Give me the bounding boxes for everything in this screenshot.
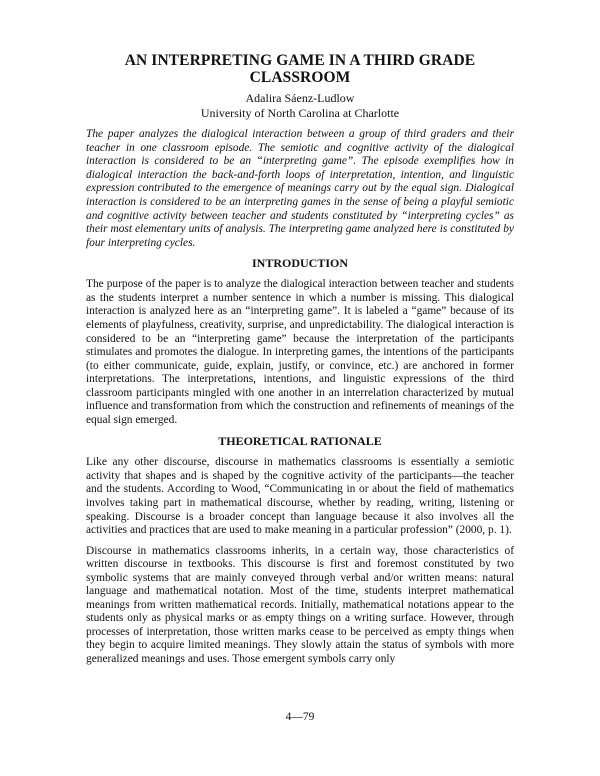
section-heading-introduction: INTRODUCTION [251,256,348,271]
section-heading-theoretical-rationale: THEORETICAL RATIONALE [218,434,382,449]
author-name: Adalira Sáenz-Ludlow [245,91,355,105]
page-number: 4—79 [285,711,315,723]
paragraph: Like any other discourse, discourse in mathematics classrooms is essentially a semiotic activity that shapes and is shaped by the cognitive activity of the participants—the teacher and the students. According to Wood, “Communicating in or about the field of mathematics involves taking part in mathematical discourse, whether by reading, writing, listening or speaking. Discourse is a broader concept than language because it also involves all the activities and practices that are used to make meaning in a particular profession” (2000, p. 1). [86,456,514,537]
paper-title: AN INTERPRETING GAME IN A THIRD GRADE CLASSROOM [124,52,476,86]
paragraph: The purpose of the paper is to analyze the dialogical interaction between teacher and students as the students interpret a number sentence in which a number is missing. This dialogical interaction is analyzed here as an “interpreting game”. It is labeled a “game” because of its elements of playfulness, creativity, surprise, and unpredictability. The dialogical interaction is considered to be an “interpreting game” because the interpretation of the participants stimulates and promotes the dialogue. In interpreting games, the intentions of the participants (to either communicate, guide, explain, justify, or convince, etc.) are anchored in former interpretations. The interpretations, intentions, and linguistic expressions of the third classroom participants mingled with one another in an interrelation characterized by mutual influence and transformation from which the construction and refinements of meanings of the equal sign emerged. [86,278,514,426]
abstract: The paper analyzes the dialogical interaction between a group of third graders and their teacher in one classroom episode. The semiotic and cognitive activity of the dialogical interaction is considered to be an “interpreting game”. The episode exemplifies how in dialogical interaction the back-and-forth loops of interpretation, intention, and linguistic expression contributed to the emergence of meanings carry out by the equal sign. Dialogical interaction is considered to be an interpreting games in the sense of being a playful semiotic and cognitive activity between teacher and students constituted by “interpreting cycles” as their most elementary units of analysis. The interpreting game analyzed here is constituted by four interpreting cycles. [86,128,514,249]
paragraph: Discourse in mathematics classrooms inherits, in a certain way, those characteristics of written discourse in textbooks. This discourse is first and foremost constituted by two symbolic systems that are mainly conveyed through verbal and/or written means: natural language and mathematical notation. Most of the time, students interpret mathematical meanings from written mathematical records. Initially, mathematical notations appear to the students only as physical marks or as empty things on a writing surface. However, through processes of interpretation, those written marks cease to be perceived as empty things when they begin to acquire limited meanings. They slowly attain the status of symbols with more generalized meanings and uses. Those emergent symbols carry only [86,544,514,666]
author-affiliation: University of North Carolina at Charlotte [200,105,400,120]
